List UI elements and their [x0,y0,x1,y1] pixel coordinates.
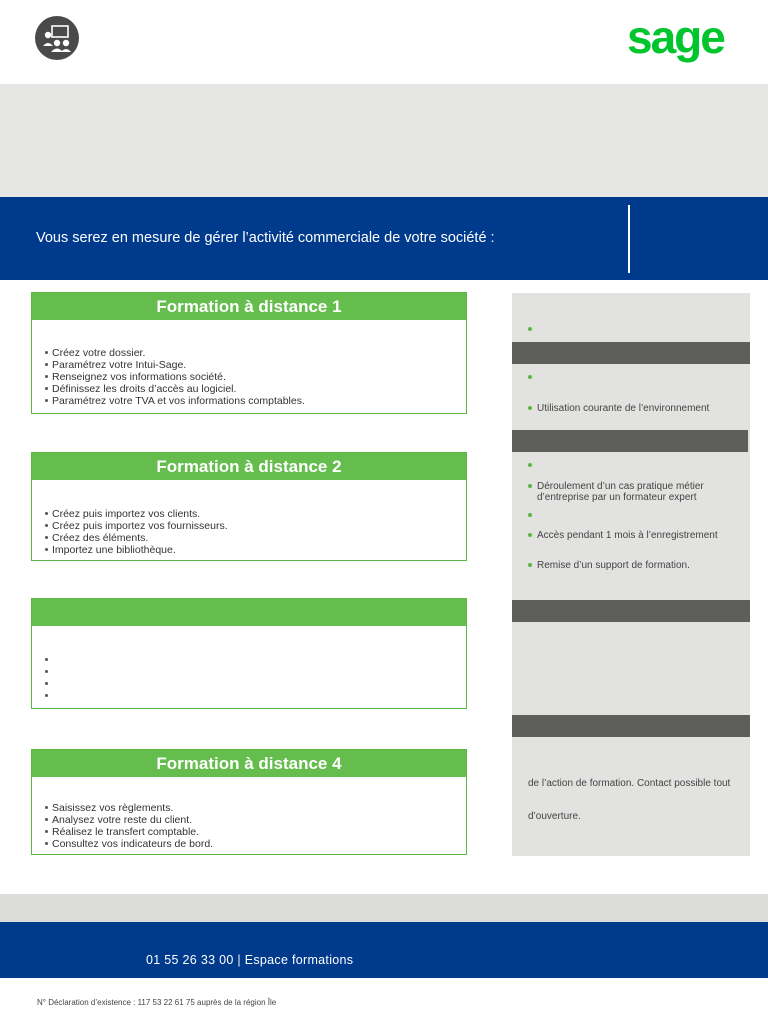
module-2 [31,452,467,561]
list-item: Créez des éléments. [45,532,228,544]
list-item [45,678,55,690]
bullet-dot-icon [528,375,532,379]
training-people-icon [35,16,79,60]
side-section-bar [512,715,750,737]
side-panel [512,293,750,856]
list-item [45,654,55,666]
footer-contact: 01 55 26 33 00 | Espace formations [146,953,354,967]
side-section-bar [512,430,748,452]
objective-text: Vous serez en mesure de gérer l’activité commerciale de votre société : [36,230,495,246]
footer-band [0,922,768,978]
side-bullet: Accès pendant 1 mois à l’enregistrement [528,530,747,541]
bullet-dot-icon [528,484,532,488]
list-item [45,666,55,678]
list-item [45,690,55,702]
module-3-list [45,654,55,702]
sage-logo: sage [627,11,724,63]
list-item: Paramétrez votre Intui-Sage. [45,359,305,371]
list-item: Réalisez le transfert comptable. [45,826,213,838]
banner-divider [628,205,630,273]
module-4 [31,749,467,855]
bullet-dot-icon [528,563,532,567]
side-bullet: Remise d’un support de formation. [528,560,747,571]
list-item: Créez puis importez vos fournisseurs. [45,520,228,532]
module-2-list [45,508,228,556]
list-item: Analysez votre reste du client. [45,814,213,826]
bullet-dot-icon [528,513,532,517]
side-section-bar [512,342,750,364]
side-section-bar [512,600,750,622]
legal-notice: N° Déclaration d’existence : 117 53 22 61 75 auprès de la région Île [37,998,277,1007]
list-item: Consultez vos indicateurs de bord. [45,838,213,850]
list-item: Créez puis importez vos clients. [45,508,228,520]
hero-band [0,84,768,197]
module-2-title: Formation à distance 2 [32,453,466,480]
list-item: Renseignez vos informations société. [45,371,305,383]
side-bullet: Déroulement d’un cas pratique métier d’entreprise par un formateur expert [528,481,747,503]
bullet-dot-icon [528,327,532,331]
bullet-dot-icon [528,533,532,537]
module-3-title [32,599,466,626]
contact-text: d’ouverture. [528,811,581,822]
contact-text: de l’action de formation. Contact possible tout [528,778,731,789]
list-item: Saisissez vos règlements. [45,802,213,814]
list-item: Définissez les droits d’accès au logiciel. [45,383,305,395]
list-item: Créez votre dossier. [45,347,305,359]
list-item: Paramétrez votre TVA et vos informations comptables. [45,395,305,407]
module-4-title: Formation à distance 4 [32,750,466,777]
list-item: Importez une bibliothèque. [45,544,228,556]
bullet-dot-icon [528,463,532,467]
module-1 [31,292,467,414]
bullet-dot-icon [528,406,532,410]
module-1-list [45,347,305,407]
footer-gray-band [0,894,768,922]
module-1-title: Formation à distance 1 [32,293,466,320]
side-bullet: Utilisation courante de l’environnement [528,403,747,414]
module-4-list [45,802,213,850]
module-3 [31,598,467,709]
